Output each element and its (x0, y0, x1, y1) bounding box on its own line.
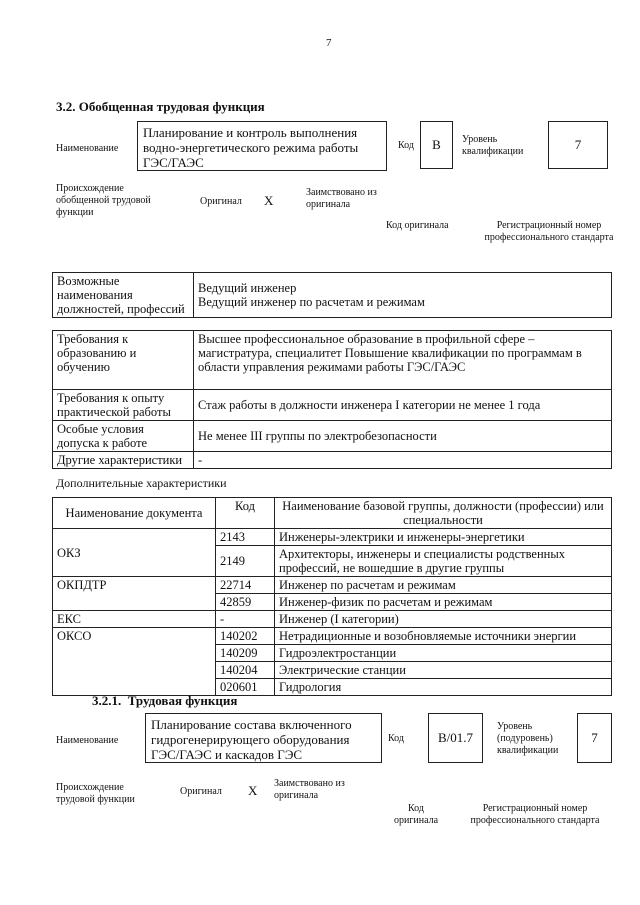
name-cell: Гидрология (275, 679, 612, 696)
tf-name-label: Наименование (56, 735, 119, 746)
name-cell: Инженер-физик по расчетам и режимам (275, 594, 612, 611)
position-item: Ведущий инженер по расчетам и режимам (198, 295, 425, 309)
page-number: 7 (326, 37, 332, 49)
code-cell: 2143 (216, 529, 275, 546)
doc-okpdtr: ОКПДТР (53, 577, 216, 611)
name-label: Наименование (56, 143, 119, 154)
original-mark: X (264, 193, 274, 208)
code-label: Код (398, 140, 414, 151)
subsection-heading (92, 693, 237, 708)
tf-origin-code-label: Код оригинала (393, 803, 439, 826)
reg-number-label: Регистрационный номер профессионального стандарта (484, 220, 614, 243)
req-label-education: Требования к образованию и обучению (53, 331, 194, 390)
tf-name-box (145, 713, 382, 763)
doc-eks: ЕКС (53, 611, 216, 628)
code-cell: - (216, 611, 275, 628)
requirements-table (52, 330, 612, 469)
name-cell: Гидроэлектростанции (275, 645, 612, 662)
origin-label: Происхождение обобщенной трудовой функции (56, 183, 151, 218)
tf-code-label: Код (388, 733, 404, 744)
tf-code-value: B/01.7 (437, 730, 474, 745)
code-cell: 2149 (216, 546, 275, 577)
tf-reg-number-label: Регистрационный номер профессионального стандарта (470, 803, 600, 826)
position-item: Ведущий инженер (198, 281, 297, 295)
name-cell: Архитекторы, инженеры и специалисты родственных профессий, не вошедшие в другие группы (275, 546, 612, 577)
function-name: Планирование и контроль выполнения водно-энергетического режима работы ГЭС/ГАЭС (143, 125, 359, 170)
tf-level-box (577, 713, 612, 763)
tf-level-value: 7 (591, 730, 598, 745)
code-cell: 140202 (216, 628, 275, 645)
original-label: Оригинал (200, 196, 242, 207)
code-cell: 140209 (216, 645, 275, 662)
tf-borrowed-label: Заимствовано из оригинала (274, 778, 345, 801)
tf-level-label: Уровень (подуровень) квалификации (497, 721, 559, 756)
req-label-conditions: Особые условия допуска к работе (53, 421, 194, 452)
doc-okso: ОКСО (53, 628, 216, 696)
header-document: Наименование документа (53, 498, 216, 529)
code-box (420, 121, 453, 169)
req-value-other: - (194, 452, 612, 469)
section-heading: 3.2. Обобщенная трудовая функция (56, 99, 265, 114)
name-cell: Электрические станции (275, 662, 612, 679)
origin-code-label: Код оригинала (386, 220, 449, 231)
code-cell: 22714 (216, 577, 275, 594)
name-cell: Инженер (I категории) (275, 611, 612, 628)
positions-table (52, 272, 612, 318)
header-name: Наименование базовой группы, должности (профессии) или специальности (275, 498, 612, 529)
code-cell: 42859 (216, 594, 275, 611)
code-cell: 140204 (216, 662, 275, 679)
function-name-box (137, 121, 387, 171)
borrowed-label: Заимствовано из оригинала (306, 187, 377, 210)
level-box (548, 121, 608, 169)
name-cell: Нетрадиционные и возобновляемые источники энергии (275, 628, 612, 645)
level-label: Уровень квалификации (462, 134, 524, 157)
tf-original-mark: X (248, 783, 258, 798)
additional-table (52, 497, 612, 696)
name-cell: Инженер по расчетам и режимам (275, 577, 612, 594)
tf-name: Планирование состава включенного гидрогенерирующего оборудования ГЭС/ГАЭС и каскадов ГЭС (151, 717, 352, 762)
req-label-other: Другие характеристики (53, 452, 194, 469)
name-cell: Инженеры-электрики и инженеры-энергетики (275, 529, 612, 546)
subsection-number: 3.2.1. (92, 693, 122, 708)
req-value-experience: Стаж работы в должности инженера I категории не менее 1 года (194, 390, 612, 421)
tf-code-box (428, 713, 483, 763)
req-value-education: Высшее профессиональное образование в профильной сфере – магистратура, специалитет Повышение квалификации по программам в области управления режимами работы ГЭС/ГАЭС (194, 331, 612, 390)
positions-label: Возможные наименования должностей, профессий (53, 273, 194, 318)
tf-original-label: Оригинал (180, 786, 222, 797)
req-label-experience: Требования к опыту практической работы (53, 390, 194, 421)
doc-okz: ОКЗ (53, 529, 216, 577)
additional-title: Дополнительные характеристики (56, 476, 227, 490)
level-value: 7 (574, 137, 582, 152)
subsection-title: Трудовая функция (127, 693, 238, 708)
code-cell: 020601 (216, 679, 275, 696)
header-code: Код (216, 498, 275, 529)
code-value: B (432, 137, 441, 152)
req-value-conditions: Не менее III группы по электробезопасности (194, 421, 612, 452)
positions-values (194, 273, 612, 318)
tf-origin-label: Происхождение трудовой функции (56, 782, 135, 805)
